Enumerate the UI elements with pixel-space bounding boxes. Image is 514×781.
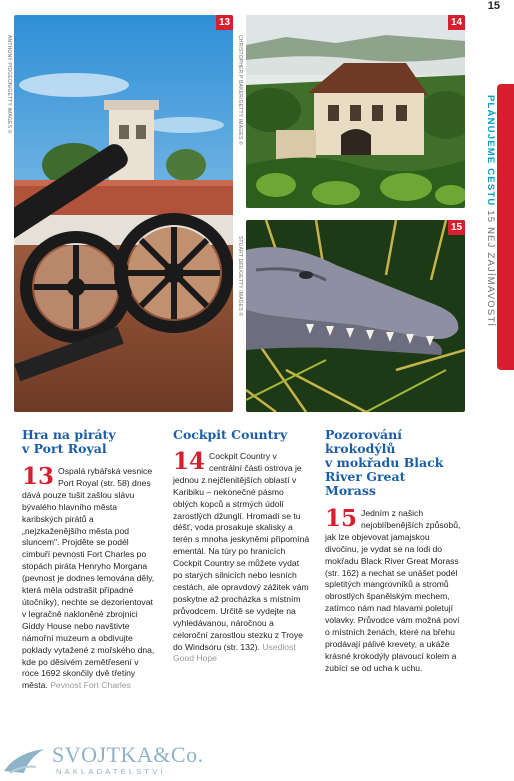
article-15-body: [325, 505, 465, 675]
photo-credit-15: STUART DEE/GETTY IMAGES ©: [237, 236, 243, 317]
article-14-body: [173, 448, 310, 665]
photo-crocodile: [246, 220, 465, 412]
crocodile-image: [246, 220, 465, 412]
publisher-logo: [0, 740, 204, 781]
article-13-title: Hra na piráty v Port Royal: [22, 427, 116, 456]
publisher-tagline: NAKLADATELSTVÍ: [56, 767, 166, 776]
article-13-number: 13: [22, 463, 55, 490]
article-14-photo-ref: Usedlost Good Hope: [173, 641, 296, 664]
article-15-text: Jedním z našich nejoblíbenějších způsobů, jak lze objevovat jamajskou divočinu, je vydat se na lodi do mokřadu Black River Great Morass (str. 162) a nechat se unášet podél spletitých mangrovníků a stromů obrostlých španělským mechem, zatímco nám nad hlavami poletují volavky. Průvodce vám možná poví o místních ženách, které na břehu prodávají pálivé krevety, a ukáže krásné krokodýly plavoucí kolem a zubící se od ucha k uchu.: [325, 508, 461, 673]
article-black-river: [325, 428, 465, 675]
article-14-text: Cockpit Country v centrální části ostrova je jednou z nejčlenitějších oblastí v Karibiku – nekonečné pásmo oblých kopců a strmých údolí zarostlých džunglí. Hromadí se tu déšť, voda prosakuje skalisky a terén s mnoha jeskyněmi připomíná ementál. Na túry po hranicích Cockpit Country se můžete vydat po starých silnicích nebo lesních cestách, ale opravdový zážitek vám poskytne až procházka s místním průvodcem. Určitě se vydejte na vyhledávanou, náročnou a celoroční zarostlou stezku z Troye do Windsoru (str. 132).: [173, 451, 310, 652]
publisher-name: SVOJTKA&Co.: [52, 742, 204, 767]
photo-cockpit-country: [246, 15, 465, 208]
article-15-title: Pozorování krokodýlů v mokřadu Black River Great Morass: [325, 427, 444, 498]
article-13-photo-ref: Pevnost Fort Charles: [50, 680, 131, 691]
publisher-bird-icon: [2, 747, 46, 777]
article-13-text: Ospalá rybářská vesnice Port Royal (str. 58) dnes dává pouze tušit zašlou slávu bývalého hlavního města karibských pirátů a „nejzkaženějšího města pod sluncem". Projděte se podél cimbuří pevnosti Fort Charles po stopách piráta Henryho Morgana (pevnost je dodnes lemována děly, která měla odstrašit případné útočníky), nechte se dezorientovat v legračně nakloněné zbrojnici Giddy House nebo navštivte námořní muzeum a obdivujte poklady vytažené z mořského dna, kde po děsivém zemětřesení v roce 1692 skončily dvě třetiny města.: [22, 466, 155, 691]
photo-fort-charles-cannon: [14, 15, 233, 412]
photo-credit-14: CHRISTOPHER P BAKER/GETTY IMAGES ©: [237, 35, 243, 145]
photo-badge-13: 13: [216, 15, 233, 30]
article-14-title: Cockpit Country: [173, 427, 288, 442]
side-tab-title: PLÁNUJEME CESTU: [485, 95, 496, 207]
side-tab-label: [481, 95, 501, 375]
page-number: 15: [487, 0, 500, 12]
cannon-image: [14, 15, 233, 412]
article-14-number: 14: [173, 448, 206, 475]
photo-credit-13: ANTHONY PIDGEON/GETTY IMAGES ©: [6, 35, 12, 134]
side-tab-subtitle: 15 NEJ ZAJÍMAVOSTÍ: [485, 210, 496, 328]
photo-badge-15: 15: [448, 220, 465, 235]
article-15-number: 15: [325, 505, 358, 532]
article-13-body: [22, 463, 157, 692]
article-port-royal: [22, 428, 157, 692]
cockpit-country-image: [246, 15, 465, 208]
photo-badge-14: 14: [448, 15, 465, 30]
article-cockpit-country: [173, 428, 310, 665]
